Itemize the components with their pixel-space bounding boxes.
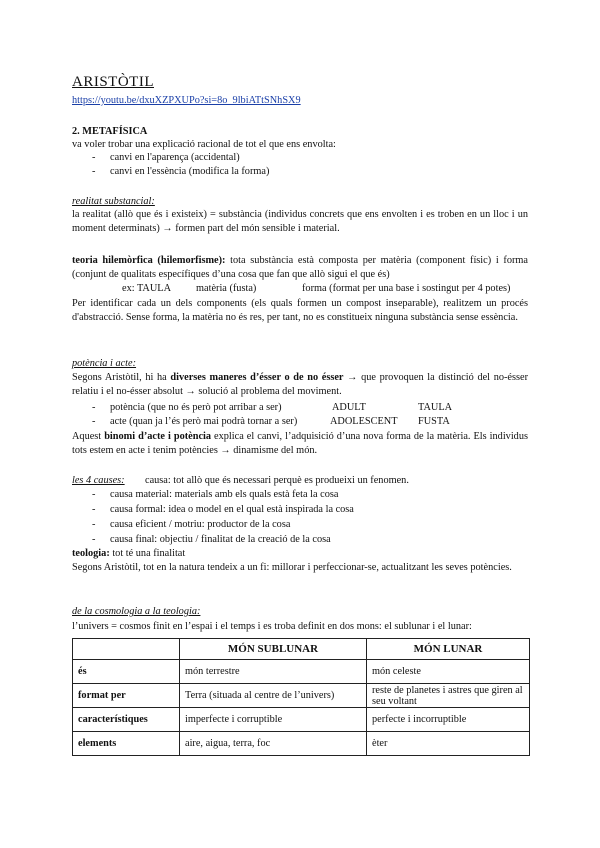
text-run: → que provoquen la distinció del no-ésser relatiu i el no-ésser absolut → solució al problema del moviment.: [72, 372, 529, 397]
list-item: acte (quan ja l’és però mai podrà tornar a ser): [110, 416, 298, 427]
teoria-text: tota substància està composta per matèria (component físic) i forma (conjunt de qualitats específiques d’una cosa que fan que allò sigui el que és): [72, 255, 528, 280]
table-cell: perfecte i incorruptible: [367, 708, 530, 732]
bullet-dash: -: [92, 489, 96, 500]
text-run: Aquest: [72, 431, 105, 442]
section-heading-realitat: realitat substancial:: [72, 196, 155, 207]
example-word: TAULA: [418, 402, 453, 413]
table-cell: èter: [367, 732, 530, 756]
section-heading-metafisica: 2. METAFÍSICA: [72, 126, 148, 137]
teoria-term: teoria hilemòrfica (hilemorfisme):: [72, 255, 226, 266]
table-cell: món celeste: [367, 660, 530, 684]
causa-definition: causa: tot allò que és necessari perquè es produeixi un fenomen.: [145, 475, 409, 486]
bullet-dash: -: [92, 402, 96, 413]
table-cell: imperfecte i corruptible: [180, 708, 367, 732]
list-item: causa material: materials amb els quals està feta la cosa: [110, 489, 339, 500]
metafisica-intro: va voler trobar una explicació racional de tot el que ens envolta:: [72, 139, 336, 150]
table-row: [73, 732, 530, 756]
bullet-dash: -: [92, 534, 96, 545]
causes-paragraph: Segons Aristòtil, tot en la natura tendeix a un fi: millorar i perfeccionar-se, actualitzant les seves potències.: [72, 562, 512, 573]
row-label: és: [73, 660, 180, 684]
teleologia-line: [72, 547, 185, 560]
example-label: ex: TAULA: [122, 283, 172, 294]
table-header-cell: [73, 639, 180, 660]
table-cell: reste de planetes i astres que giren al seu voltant: [367, 684, 530, 708]
youtube-link[interactable]: https://youtu.be/dxuXZPXUPo?si=8o_9lbiATtSNhSX9: [72, 95, 301, 106]
bullet-dash: -: [92, 504, 96, 515]
list-item: potència (que no és però pot arribar a ser): [110, 402, 282, 413]
example-word: ADOLESCENT: [330, 416, 398, 427]
example-materia: matèria (fusta): [196, 283, 257, 294]
example-word: ADULT: [332, 402, 366, 413]
table-header-row: [73, 639, 530, 660]
example-forma: forma (format per una base i sostingut per 4 potes): [302, 283, 511, 294]
bold-run: diverses maneres d’ésser o de no ésser: [170, 372, 344, 383]
teleologia-term: teologia:: [72, 548, 110, 559]
cosmology-table: [72, 638, 530, 756]
teoria-paragraph: [72, 254, 528, 281]
example-word: FUSTA: [418, 416, 450, 427]
row-label: format per: [73, 684, 180, 708]
abstraccio-paragraph: Per identificar cada un dels components (els quals formen un compost inseparable), realitzem un procés d'abstracció. Sense forma, la matèria no és res, per tant, no es constitueix ninguna substància sense essència.: [72, 298, 528, 323]
table-cell: Terra (situada al centre de l’univers): [180, 684, 367, 708]
cosmologia-intro: l’univers = cosmos finit en l’espai i el temps i es troba definit en dos mons: el sublunar i el lunar:: [72, 621, 472, 632]
list-item: causa formal: idea o model en el qual està inspirada la cosa: [110, 504, 354, 515]
list-item: canvi en l'aparença (accidental): [110, 152, 240, 163]
table-header-cell: MÓN SUBLUNAR: [180, 639, 367, 660]
table-cell: món terrestre: [180, 660, 367, 684]
row-label: característiques: [73, 708, 180, 732]
bullet-dash: -: [92, 166, 96, 177]
binomi-paragraph: [72, 430, 528, 457]
list-item: causa final: objectiu / finalitat de la creació de la cosa: [110, 534, 331, 545]
section-heading-cosmologia: de la cosmologia a la teologia:: [72, 606, 201, 617]
document-title: ARISTÒTIL: [72, 74, 154, 90]
table-row: [73, 708, 530, 732]
text-run: Segons Aristòtil, hi ha: [72, 372, 171, 383]
teleologia-text: tot té una finalitat: [109, 548, 186, 559]
bullet-dash: -: [92, 519, 96, 530]
table-row: [73, 660, 530, 684]
table-header-cell: MÓN LUNAR: [367, 639, 530, 660]
bold-run: binomi d’acte i potència: [104, 431, 212, 442]
section-heading-potencia: potència i acte:: [72, 358, 137, 369]
bullet-dash: -: [92, 152, 96, 163]
section-heading-causes: les 4 causes:: [72, 475, 125, 486]
realitat-paragraph: la realitat (allò que és i existeix) = substància (individus concrets que ens envolten i es troben en un lloc i un moment determinats) → formen part del món sensible i material.: [72, 209, 528, 234]
table-row: [73, 684, 530, 708]
list-item: canvi en l'essència (modifica la forma): [110, 166, 270, 177]
text-run: explica el canvi, l’adquisició d’una nova forma de la matèria. Els individus tots estem en acte i tenim potències → dinamisme del món.: [72, 431, 528, 456]
potencia-paragraph: [72, 371, 528, 398]
bullet-dash: -: [92, 416, 96, 427]
row-label: elements: [73, 732, 180, 756]
list-item: causa eficient / motriu: productor de la cosa: [110, 519, 291, 530]
table-cell: aire, aigua, terra, foc: [180, 732, 367, 756]
